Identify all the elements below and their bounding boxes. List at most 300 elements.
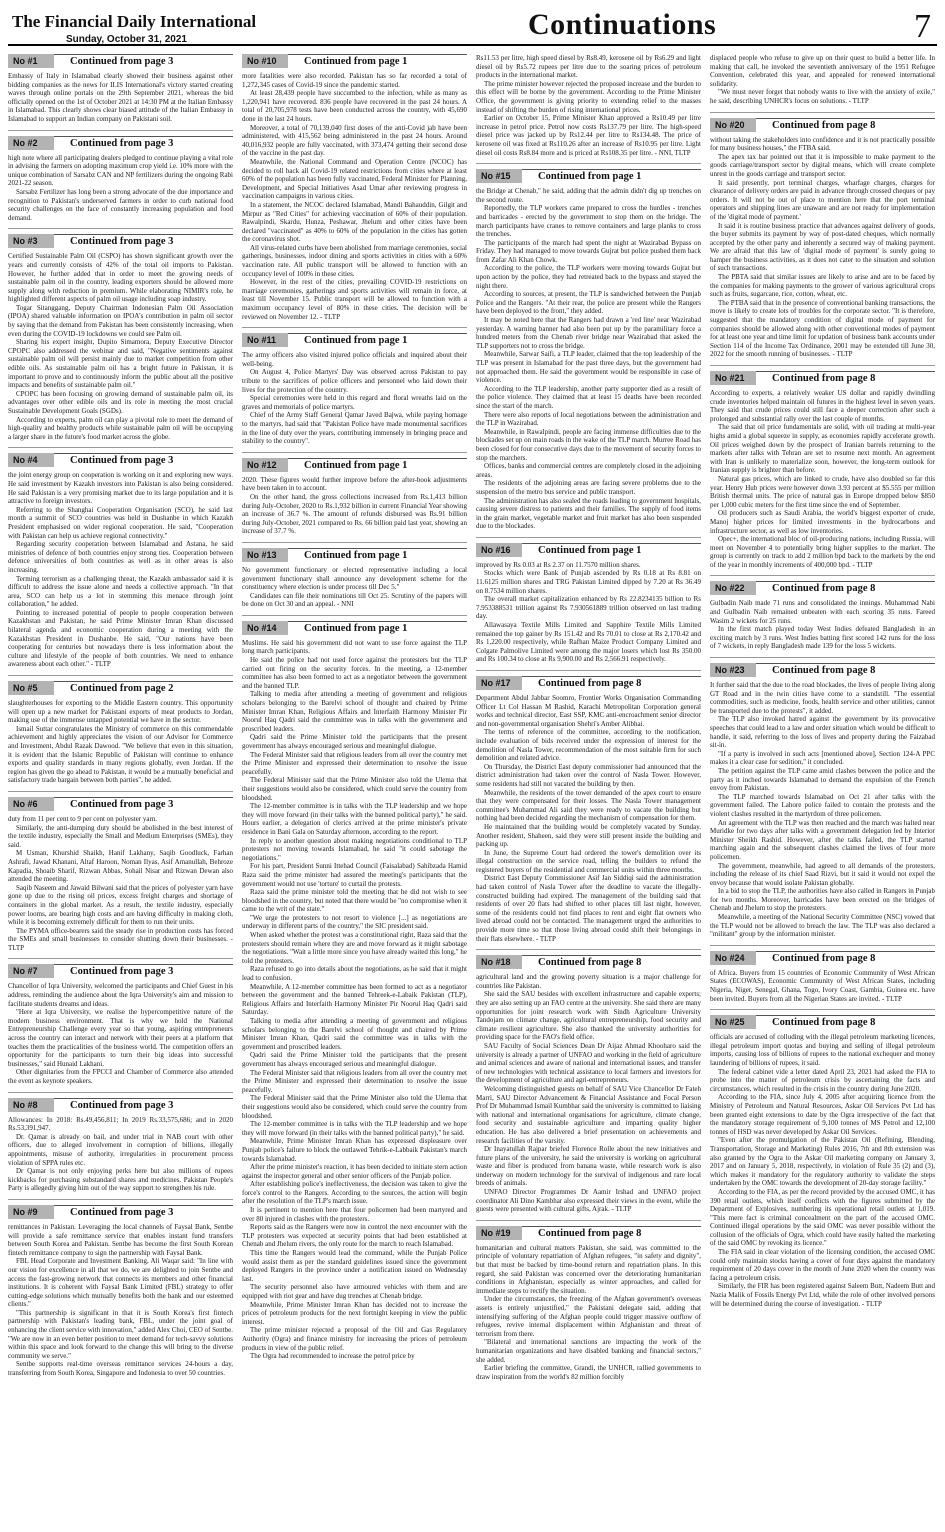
paragraph: agricultural land and the growing poverty situation is a major challenge for countries like Pakistan.: [476, 973, 701, 990]
paragraph: Meanwhile, in Rawalpindi, people are facing immense difficulties due to the blockades set up on main roads in the wake of the TLP march. Murree Road has been closed for four consecutive days due to the movement of security forces to stop the marchers.: [476, 427, 701, 462]
story: [476, 54, 701, 157]
paragraph: The federal cabinet vide a letter dated April 23, 2021 had asked the FIA to probe into the matter of petroleum crisis by ascertaining the facts and circumstances, which resulted in the crisis in the country during June 2020.: [710, 1067, 935, 1093]
paragraph: It further said that the due to the road blockades, the lives of people living along GT Road and in the twin cities have come to a standstill. "The essential commodities, such as medicine, foods, health service and other utilities, cannot be transported due to the protests", it added.: [710, 681, 935, 715]
paragraph: It said presently, port terminal charges, wharfage charges, charges for clearance of delivery orders are paid in advance through crossed cheques or pay orders. It will not be out of place to mention here that the port terminal operators and shipping lines are unaware and are not ready for implementation of the 'digital mode of payment.': [710, 178, 935, 221]
paragraph: the Bridge at Chenab," he said, adding that the admin didn't dig up trenches on the second route.: [476, 187, 701, 204]
paragraph: According to sources, at present, the TLP is sandwiched between the Punjab Police and the Rangers. "At their rear, the police are present while the Rangers have been deployed to the front," they added.: [476, 290, 701, 316]
paragraph: The 12-member committee is in talks with the TLP leadership and we hope they will move forward (in their talks with the banned political party)," he said. Hours earlier, a delegation of clerics arrived at the prime minister's private residence in Bani Gala on Saturday afternoon, according to the report.: [242, 802, 467, 836]
paragraph: On the other hand, the gross collections increased from Rs.1,413 billion during July-October, 2020 to Rs.1,932 billion in current Financial Year showing an increase of 36.7 %. The amount of refunds disbursed was Rs.91 billion during July-October, 2021 compared to Rs. 66 billion paid last year, showing an increase of 37.7 %.: [242, 492, 467, 536]
paragraph: According to experts, palm oil can play a pivotal role to meet the demand of high-quality and healthy products while sustainable palm oil will be occupying a larger share in the future's food market across the globe.: [8, 415, 233, 441]
divider: [8, 1092, 233, 1093]
divider: [710, 1009, 935, 1010]
paragraph: Oil producers such as Saudi Arabia, the world's biggest exporter of crude, Manoj higher prices for limited investments in the hydrocarbons and infrastructure sector, as well as low inventories.: [710, 509, 935, 535]
story-header: [242, 458, 467, 472]
paragraph: Opec+, the international bloc of oil-producing nations, including Russia, will meet on November 4 to potentially bring higher supplies to the market. The group is currently on track to add 2 million bpd back to the markets by the end of the year in monthly increments of 400,000 bpd. - TLTP: [710, 535, 935, 569]
story: [710, 1015, 935, 1308]
paragraph: Welcoming distinguished guests on behalf of SAU Vice Chancellor Dr Fateh Marri, SAU Director Advancement & Financial Assistance and Focal Person Prof Dr Muhammad Ismail Kumbhar said the university is committed to liaising with national and international organisations for agriculture, climate change, food security and sustainable agriculture and imparting quality higher education. He has also delivered a brief presentation on achievements and research facilities of the varsity.: [476, 1084, 701, 1145]
continued-from-label: Continued from page 1: [288, 548, 467, 562]
story-body: [710, 54, 935, 106]
paragraph: humanitarian and cultural matters Pakistan, she said, was committed to the principle of voluntary repatriation of Afghan refugees, "in safety and dignity", but that must be backed by time-bound return and repatriation plans. In this regard, she said Pakistan was concerned over the deteriorating humanitarian conditions in Afghanistan, especially as winter approaches, and called for immediate steps to rectify the situation.: [476, 1243, 701, 1295]
paragraph: After the prime minister's reaction, it has been decided to initiate stern action against the inspector general and other senior officers of the Punjab police.: [242, 1163, 467, 1180]
divider: [476, 163, 701, 164]
paragraph: "We urge the protesters to not resort to violence [...] as negotiations are underway in different parts of the country," the SIC president said.: [242, 913, 467, 931]
paragraph: The Federal Minister said that the Prime Minister also told the Ulema that their suggestions would also be considered, which could serve the country from bloodshed.: [242, 1094, 467, 1120]
paragraph: According to the FIA, since July 4, 2005 after acquiring licence from the Ministry of Petroleum and Natural Resources, Askar Oil Services Pvt Ltd has been granted eight extensions to date by the Ogra irrespective of the fact that the mandatory storage requirement of 9,100 tonnes of MS Petrol and 12,100 tonnes of HSD was never developed by Askar Oil Services.: [710, 1093, 935, 1136]
paragraph: No government functionary or elected representative including a local government functionary shall announce any development scheme for the constituency where election is under process till Dec 5.": [242, 565, 467, 592]
divider: [710, 945, 935, 946]
paragraph: The overall market capitalization enhanced by Rs 22.8234135 billion to Rs 7.953388531 trillion against Rs 7.930561889 trillion observed on last trading day.: [476, 595, 701, 621]
paragraph: Offices, banks and commercial centres are completely closed in the adjoining areas.: [476, 462, 701, 479]
continued-from-label: Continued from page 8: [756, 951, 935, 965]
paragraph: The security personnel also have armoured vehicles with them and are equipped with riot gear and have dug trenches at Chenab bridge.: [242, 1283, 467, 1300]
story-body: [242, 566, 467, 609]
paragraph: Chancellor of Iqra University, welcomed the participants and Chief Guest in his address, reminding the audience about the Iqra University's aim and mission to facilitate students dreams and ideas.: [8, 982, 233, 1008]
story: [8, 681, 233, 785]
paragraph: The participants of the march had spent the night at Wazirabad Bypass on Friday. They had managed to move towards Gujrat but police pushed them back from Zafar Ali Khan Chowk.: [476, 238, 701, 264]
paragraph: Similarly, the FIR has been registered against Saleem Butt, Nadeem Butt and Nazia Malik of Fossils Energy Pvt Ltd, while the role of other involved persons will be determined during the course of investigation. - TLTP: [710, 1282, 935, 1308]
continued-from-label: Continued from page 8: [756, 581, 935, 595]
paragraph: Stocks which were Bank of Punjab ascended by Rs 0.18 at Rs 8.81 on 11.6125 million shares and TRG Pakistan Limited dipped by 7.20 at Rs 36.49 on 8.7534 million shares.: [476, 569, 701, 595]
story: [476, 676, 701, 943]
continued-from-label: Continued from page 3: [54, 797, 233, 811]
story: [8, 453, 233, 669]
paragraph: more fatalities were also recorded. Pakistan has so far recorded a total of 1,272,345 cases of Covid-19 since the pandemic started.: [242, 72, 467, 89]
story-header: [710, 663, 935, 677]
column-1: [8, 54, 233, 1528]
paragraph: The said that oil price fundamentals are solid, with oil trading at multi-year highs amid a global squeeze in supply, as economies rapidly accelerate growth. Oil prices weighed down by the prospect of Iranian barrels returning to the markets after talks with Tehran are set to resume next month. An agreement with Iran is unlikely to materialize soon, however, the long-term outlook for Iranian supply is brighter than before.: [710, 423, 935, 475]
story: [476, 169, 701, 531]
story-header: [8, 453, 233, 467]
story: [242, 621, 467, 1361]
paragraph: Under the circumstances, the freezing of the Afghan government's overseas assets is entirely unjustified," the Pakistani delegate said, adding that intensifying suffering of the Afghan people could trigger massive outflow of refugees, revive internal displacement within Afghanistan and threat of terrorism from there.: [476, 1295, 701, 1338]
paragraph: According to experts, a relatively weaker US dollar and rapidly dwindling crude inventories helped maintain oil futures in the highest level in seven years. They said that crude prices could still face a deeper correction after such a prolonged and substantial rally over the last couple of months.: [710, 389, 935, 423]
story-body: [476, 694, 701, 943]
column-2: [242, 54, 467, 1528]
story: [476, 955, 701, 1214]
paragraph: Reports said as the Rangers were now in control the next encounter with the TLP protesters was expected at security points that had been established at Chenab and Jhelum rivers, the only route for the march to reach Islamabad.: [242, 1223, 467, 1249]
paragraph: On August 4, Police Martyrs' Day was observed across Pakistan to pay tribute to the sacrifices of police officers and personnel who laid down their lives for the protection of the country.: [242, 368, 467, 394]
paragraph: of Africa. Buyers from 15 countries of Economic Community of West African States (ECOWAS), Economic Community of West African States, including Nigeria, Niger, Senegal, Ghana, Togo, Ivory Coast, Gambia, Guinea etc. have been invited. Buyers from all the Nigerian States are invited. - TLTP: [710, 968, 935, 1003]
paragraph: displaced people who refuse to give up on their quest to build a better life. In making that call, he invoked the seventieth anniversary of the 1951 Refugee Convention, celebrated this year, and appealed for renewed international solidarity.: [710, 54, 935, 88]
paragraph: Talking to media after attending a meeting of government and religious scholars belonging to the Barelvi school of thought and chaired by Prime Minister Imran Khan, Religious Affairs and Interfaith Harmony Minister Pir Noorul Haq Qadri said the committee was in talks with the government and proscribed leaders.: [242, 690, 467, 733]
paragraph: Dr Inayatullah Rajpar briefed Florence Rolle about the new initiatives and future plans of the university, he said the university is working on agricultural waste and fiber is produced from banana waste, while research work is also underway on modern technology for the survival of indigenous and rare local breeds of animals.: [476, 1145, 701, 1188]
paragraph: However, in the rest of the cities, prevailing COVID-19 restrictions on marriage ceremonies, gatherings and sports activities will remain in force, at least till November 15. Public transport will be allowed to function with a maximum occupancy level of 80% in these cities. The decision will be reviewed on November 12. - TLTP: [242, 278, 467, 321]
paragraph: Referring to the Shanghai Cooperation Organisation (SCO), he said last month a summit of SCO countries was held in Dushanbe in which Kazakh President emphasised on wider regional cooperation. He said, "Cooperation with Pakistan can help us achieve regional connectivity.": [8, 505, 233, 540]
story-header: [242, 54, 467, 68]
story-body: [710, 681, 935, 939]
column-3: [476, 54, 701, 1528]
story-number: No #18: [476, 955, 522, 969]
story: [8, 1205, 233, 1378]
page-number: 7: [914, 8, 931, 45]
story-header: [8, 54, 233, 68]
divider: [8, 958, 233, 959]
story-number: No #21: [710, 371, 756, 385]
paragraph: Ismail Suttar congratulates the Ministry of commerce on this commendable achievement and highly appreciates the vision of our Advisor for Commerce and Investment, Abdul Razak Dawood. "We believe that even in this situation, it is evident that the Islamic Republic of Pakistan will continue to enhance exports and quality standards in many regions globally, even Jordan. If the region has given the go ahead to Pakistan, it would be a mutually beneficial and satisfactory trade bargain between both parties", he added.: [8, 724, 233, 785]
story-number: No #3: [8, 234, 54, 248]
paragraph: SAU Faculty of Social Sciences Dean Dr Aijaz Ahmad Khooharo said the university is already a partner of UNFAO and working in the field of agriculture and animal sciences and aware of national and international issues, and transfer of new technologies with technical assistance to local farmers and investors for the development of agriculture and agri-entrepreneurs.: [476, 1041, 701, 1085]
column-4: [710, 54, 935, 1528]
story-body: [476, 187, 701, 531]
story-header: [8, 1098, 233, 1112]
paragraph: The Ogra had recommended to increase the petrol price by: [250, 1352, 415, 1361]
story: [8, 964, 233, 1085]
paragraph: He said the police had not used force against the protesters but the TLP carried out firing on the security forces. In the meeting, a 12-member committee has also been formed to act as a negotiator between the government and the banned TLP.: [242, 656, 467, 690]
story-body: [710, 389, 935, 569]
story-header: [8, 1205, 233, 1219]
paragraph: An agreement with the TLP was then reached and the march was halted near Muridke for two days after talks with a government delegation led by Interior Minister Sheikh Rashid. However, after the talks failed, the TLP started marching again and the subsequent clashes claimed the lives of four more policemen.: [710, 818, 935, 861]
paragraph: improved by Rs 0.03 at Rs 2.37 on 11.7570 million shares.: [476, 560, 641, 569]
story-body: [710, 1033, 935, 1308]
paragraph: Qadri said the Prime Minister told the participants that the present government has always encouraged serious and meaningful dialogue.: [242, 1051, 467, 1068]
story-body: [476, 1244, 701, 1382]
divider: [710, 657, 935, 658]
paragraph: Candidates can file their nominations till Oct 25. Scrutiny of the papers will be done on Oct 30 and an appeal. - NNI: [242, 591, 467, 609]
story-number: No #6: [8, 797, 54, 811]
story-header: [710, 951, 935, 965]
story-header: [476, 543, 701, 557]
story-number: No #16: [476, 543, 522, 557]
paragraph: Department Abdul Jabbar Soomro, Frontier Works Organisation Commanding Officer Lt Col Hassan M Rashid, Karachi Metropolitan Corporation general works and technical director, East SSP, KMC anti-encroachment senior director and non-governmental organisation Shehri's Amber Alibhai.: [476, 694, 701, 728]
paragraph: The prime minister however rejected the proposed increase and the burden to this effect will be borne by the government. According to the Prime Minister Office, the government is giving priority to extending relief to the masses instead of shifting the burden of rising international prices.: [476, 79, 701, 114]
paragraph: Meanwhile, Sarwar Saifi, a TLP leader, claimed that the top leadership of the TLP was present in Islamabad for the past three days, but the government had not approached them. He said the government would be responsible in case of violence.: [476, 350, 701, 385]
story-number: No #13: [242, 548, 288, 562]
paragraph: Gulbadin Naib made 71 runs and consolidated the innings. Muhammad Nabi and Gulbadin Naib remained unbeaten with each scoring 35 runs. Fareed Wasim 2 wickets for 25 runs.: [710, 599, 935, 625]
paragraph: The apex tax bar pointed out that it is impossible to make payment to the goods carriage/transport sector by digital means, which will create complete unrest in the goods carriage and transport sector.: [710, 152, 935, 178]
paragraph: Dr Qamar is not only enjoying perks here but also millions of rupees kickbacks for purchasing substandard shares and medicines. Pakistan People's Party is allegedly giving him out of the way support to strengthen his rule.: [8, 1167, 233, 1193]
story-number: No #4: [8, 453, 54, 467]
continued-from-label: Continued from page 3: [54, 54, 233, 68]
story-header: [242, 548, 467, 562]
story-number: No #2: [8, 136, 54, 150]
story-number: No #15: [476, 169, 522, 183]
divider: [242, 542, 467, 543]
divider: [710, 365, 935, 366]
paragraph: "This partnership is significant in that it is South Korea's first fintech partnership with Pakistan's leading bank, FBL, under the joint goal of enhancing the client service with innovation," added Alex Choi, CEO of Sentbe. "We are now in an even better position to meet demand for tech-savvy solutions within this space and look forward to the change this will bring to the diverse community we serve.": [8, 1308, 233, 1360]
story: [8, 54, 233, 124]
paragraph: the joint energy group on cooperation is working on it and exploring new ways. He said investment by Kazakh investors into Pakistan is also being considered. He said Pakistan is a very promising market due to its large population and it is attractive to foreign investors.: [8, 471, 233, 506]
paragraph: In June, the Supreme Court had ordered the tower's demolition over its illegal construction on the service road, telling the builders to refund the registered buyers of the residential and commercial units within three months.: [476, 848, 701, 874]
continued-from-label: Continued from page 8: [522, 676, 701, 690]
divider: [8, 1199, 233, 1200]
paragraph: Muslims. He said his government did not want to use force against the TLP long march participants.: [242, 638, 467, 656]
story: [242, 548, 467, 609]
story-body: [710, 136, 935, 359]
story-header: [242, 621, 467, 635]
continued-from-label: Continued from page 1: [522, 169, 701, 183]
continued-from-label: Continued from page 2: [54, 681, 233, 695]
paragraph: CPOPC has been focusing on growing demand of sustainable palm oil, its advantages over other edible oils and its role in meeting the most crucial Sustainable Development Goals (SGDs).: [8, 389, 233, 415]
story-header: [710, 581, 935, 595]
story-body: [8, 154, 233, 223]
divider: [476, 537, 701, 538]
continued-from-label: Continued from page 8: [522, 1226, 701, 1240]
divider: [242, 452, 467, 453]
story-header: [8, 681, 233, 695]
story-body: [242, 72, 467, 321]
paragraph: Other dignitaries from the FPCCI and Chamber of Commerce also attended the event as keynote speakers.: [8, 1068, 233, 1085]
paragraph: without taking the stakeholders into confidence and it is not practically possible for many business houses," the FTBA said.: [710, 135, 935, 153]
paragraph: Regarding security cooperation between Islamabad and Astana, he said ministries of defence of both countries enjoy strong ties. Cooperation between defence universities of both countries as well as in other areas is also increasing.: [8, 540, 233, 574]
paragraph: "Even after the promulgation of the Pakistan Oil (Refining, Blending, Transportation, Storage and Marketing) Rules 2016, 7th and 8th extension was also granted by the Ogra to the Askar Oil marketing company on January 3, 2017 and on January 5, 2018, respectively, in violation of Rule 35 (2) and (3), which makes it mandatory for the regulatory authority to validate the steps undertaken by the OMC towards the development of 20-day storage facility.": [710, 1136, 935, 1188]
paragraph: The 12-member committee is in talks with the TLP leadership and we hope they will move forward (in their talks with the banned political party)," he said.: [242, 1120, 467, 1137]
story-body: [242, 476, 467, 536]
paragraph: Meanwhile, a meeting of the National Security Committee (NSC) vowed that the TLP would not be allowed to breach the law. The TLP was also declared a "militant" group by the information minister.: [710, 913, 935, 939]
divider: [476, 670, 701, 671]
paragraph: Allawasaya Textile Mills Limited and Sapphire Textile Mills Limited remained the top gainer by Rs 151.42 and Rs 70.01 to close at Rs 2,170.42 and Rs 1,220.00 respectively, while Rafhan Maize Product Company Limited and Colgate Palmolive Limited were among the major losers which lost Rs 350.00 and Rs 100.34 to close at Rs 9,900.00 and Rs 2,566.91 respectively.: [476, 621, 701, 664]
paragraph: There were also reports of local negotiations between the administration and the TLP in Wazirabad.: [476, 410, 701, 428]
paragraph: Meanwhile, the National Command and Operation Centre (NCOC) has decided to roll back all Covid-19 related restrictions from cities where at least 60% of the population has been fully vaccinated, Federal Minister for Planning, Development, and Special Initiatives Asad Umar after reviewing progress in vaccination campaigns in various cities.: [242, 157, 467, 201]
continued-from-label: Continued from page 3: [54, 136, 233, 150]
story-header: [710, 118, 935, 132]
story-number: No #20: [710, 118, 756, 132]
paragraph: Natural gas prices, which are linked to crude, have also doubled so far this year. Henry Hub prices were however down 3.93 percent at $5.555 per million British thermal units. The price of natural gas in Europe dropped below $850 per 1,000 cubic meters for the first time since the end of September.: [710, 474, 935, 509]
paragraph: Dr. Qamar is already on bail, and under trial in NAB court with other officers, due to alleged involvement in corruption of billions, illegally appointments, misuse of authority, irregularities in procurement process violation of SPPA rules etc.: [8, 1132, 233, 1167]
continued-from-label: Continued from page 1: [288, 621, 467, 635]
paragraph: Sharing his expert insight, Dupito Simamora, Deputy Executive Director CPOPC also addressed the webinar and said, "Negative sentiments against sustainable palm oil will persist mainly due to market competition from other edible oils. As sustainable palm oil has a bright future in Pakistan, it is important to prove and to continuously inform the public about all the positive impacts and benefits of sustainable palm oil.": [8, 338, 233, 390]
story: [8, 234, 233, 441]
divider: [8, 130, 233, 131]
story-number: No #19: [476, 1226, 522, 1240]
paragraph: The PTBA said that in the presence of conventional banking transactions, the move is likely to create lots of troubles for the corporate sector. "It is therefore, suggested that the mandatory condition of digital mode of payment for companies should be allowed along with other conventional modes of payment for at least one year and time limit for updation of business bank accounts under Section 114 of the Income Tax Ordinance, 2001 may be extended till June 30, 2022 for the smooth running of businesses. - TLTP: [710, 298, 935, 359]
story-header: [242, 333, 467, 347]
paragraph: The government, meanwhile, had agreed to all demands of the protesters, including the release of its chief Saad Rizvi, but it said it would not expel the envoy because that would isolate Pakistan globally.: [710, 861, 935, 887]
paragraph: When asked whether the protest was a constitutional right, Raza said that the protesters should remain where they are and move forward as it might sabotage the negotiations. "Wait a little more since you have already waited this long," he told the protesters.: [242, 931, 467, 965]
paragraph: In a statement, the NCOC declared Islamabad, Mandi Bahauddin, Gilgit and Mirpur as "Red Cities" for achieving vaccination of 60% of their population. Rawalpindi, Skardu, Hunza, Peshawar, Jhelum and other cities have been declared "vaccinated" as 40% to 60% of the population in the cities has gotten the coronavirus shot.: [242, 200, 467, 244]
story: [242, 458, 467, 536]
story-number: No #17: [476, 676, 522, 690]
paragraph: The PBTA said that similar issues are likely to arise and are to be faced by the companies for making payments to the grower of various agricultural crops such as fruits, sugarcane, rice, cotton, wheat, etc.: [710, 273, 935, 299]
paragraph: According to the TLP leadership, another party supporter died as a result of the police violence. They claimed that at least 15 deaths have been recorded since the start of the march.: [476, 384, 701, 410]
story-header: [476, 169, 701, 183]
story-number: No #22: [710, 581, 756, 595]
continued-from-label: Continued from page 1: [288, 54, 467, 68]
paragraph: Pointing to increased potential of people to people cooperation between Kazakhstan and Pakistan, he said Prime Minister Imran Khan discussed bilateral agenda and economic cooperation during a meeting with the Kazakhstan President in Dushanbe. He said, "Our nations have been cooperating for centuries but nowadays there is less information about the culture and lifestyle of the people of both countries. We need to enhance awareness about each other." - TLTP: [8, 608, 233, 669]
paragraph: Allowances: In 2018: Rs.49,456,811; In 2019 Rs.33,575,686; and in 2020 Rs.53,391,947.: [8, 1115, 233, 1133]
paragraph: On Thursday, the District East deputy commissioner had announced that the district administration had taken over the control of Nasla Tower. However, some residents had still not vacated the building by then.: [476, 762, 701, 788]
story: [8, 136, 233, 223]
paragraph: Moreover, a total of 70,139,040 first doses of the anti-Covid jab have been administered, with 415,562 being administered in the past 24 hours. Around 40,016,932 people are fully vaccinated, with 373,474 getting their second dose of the vaccine in the past day.: [242, 123, 467, 158]
paragraph: Meanwhile, the residents of the tower demanded of the apex court to ensure that they were compensated for their losses. The Nasla Tower management committee's Muhammad Ali said they were ready to vacate the building but nothing had been decided regarding the mechanism of compensation for them.: [476, 788, 701, 823]
story-header: [8, 234, 233, 248]
paragraph: In a bid to stop the TLP, the authorities have also called in Rangers in Punjab for two months. Moreover, barricades have been erected on the bridges of Chenab and Jhelum to stop the protesters.: [710, 887, 935, 913]
story-header: [476, 1226, 701, 1240]
paragraph: "Bilateral and international sanctions are impacting the work of the humanitarian organizations and have disabled banking and financial sectors," she added.: [476, 1338, 701, 1364]
continued-from-label: Continued from page 3: [54, 964, 233, 978]
divider: [8, 228, 233, 229]
story-body: [476, 561, 701, 664]
story-body: [8, 252, 233, 441]
continued-from-label: Continued from page 8: [756, 663, 935, 677]
divider: [710, 575, 935, 576]
paragraph: Rs11.53 per litre, high speed diesel by Rs8.49, kerosene oil by Rs6.29 and light diesel oil by Rs5.72 rupees per litre due to the soaring prices of petroleum products in the international market.: [476, 54, 701, 80]
masthead: [8, 6, 937, 46]
continued-from-label: Continued from page 1: [288, 458, 467, 472]
divider: [476, 1220, 701, 1221]
paragraph: At least 28,439 people have succumbed to the infection, while as many as 1,220,941 have recovered. 836 people have recovered in the past 24 hours. A total of 20,705,978 tests have been conducted across the country, with 45,690 done in the last 24 hours.: [242, 89, 467, 123]
paragraph: Embassy of Italy in Islamabad clearly showed their business against other bidding companies as the news for ILIS International's victory started creating waves through online portals on the 29th September 2021, whereas the bid officially opened on the 1st of October 2021 at 14:30 PM at the Italian Embassy in Islamabad. This clearly shows clear biased attitude of the Italian Embassy in Islamabad to support an Indian company on Pakistani soil.: [8, 72, 233, 123]
paragraph: The residents of the adjoining areas are facing severe problems due to the suspension of the metro bus service and public transport.: [476, 479, 701, 496]
story-header: [8, 964, 233, 978]
paragraph: duty from 11 per cent to 9 per cent on polyester yarn.: [8, 814, 158, 823]
paragraph: The FIA said in clear violation of the licensing condition, the accused OMC could only maintain stocks having a cover of four days against the mandatory requirement of 20 days cover in the month of June 2020 when the country was facing a petroleum crisis.: [710, 1248, 935, 1282]
divider: [242, 327, 467, 328]
story-number: No #1: [8, 54, 54, 68]
paragraph: FBL Head Corporate and Investment Banking, Ali Waqar said: "In line with our vision for excellence in all that we do, we are delighted to join Sentbe and access the fast-growing network that connects its members and other financial institutions. It is coherent with Faysal Bank Limited (FBL) strategy to offer cutting-edge solutions which mutually benefits both the bank and our esteemed clients.": [8, 1257, 233, 1309]
paragraph: Earlier on October 15, Prime Minister Khan approved a Rs10.49 per litre increase in petrol price. Petrol now costs Rs137.79 per litre. The high-speed diesel price was jacked up by Rs12.44 per litre to Rs134.48. The price of kerosene oil was fixed at Rs110.26 after an increase of Rs10.95 per litre. Light diesel oil costs Rs8.84 more and is priced at Rs108.35 per litre. - NNI, TLTP: [476, 114, 701, 157]
paragraph: It may be noted here that the Rangers had drawn a 'red line' near Wazirabad yesterday. A warning banner had also been put up by the paramilitary force a hundred meters from the Chenab river bridge near Wazirabad that asked the TLP supporters not to cross the bridge.: [476, 316, 701, 350]
publication-date: Sunday, October 31, 2021: [66, 34, 187, 45]
paragraph: Reportedly, the TLP workers came prepared to cross the hurdles - trenches and barricades - erected by the government to stop them on the bridge. The march participants have cranes to remove containers and large planks to cross the trenches.: [476, 204, 701, 239]
paragraph: Sarsabz Fertilizer has long been a strong advocate of the due importance and recognition to Pakistan's underserved farmers in order to curb national food security challenges on the face of constantly increasing population and food demand.: [8, 187, 233, 222]
paragraph: The administration has also sealed the roads leading to government hospitals, causing severe distress to patients and their families. The supply of food items in the grain market, vegetable market and fruit market has also been suspended due to the blockades.: [476, 496, 701, 531]
story-body: [8, 815, 233, 953]
paragraph: 2020. These figures would further improve before the after-book adjustments have been taken in to account.: [242, 475, 467, 493]
story: [8, 1098, 233, 1193]
story-body: [476, 973, 701, 1214]
paragraph: The Federal Minister said that the Prime Minister also told the Ulema that their suggestions would also be considered, which could serve the country from bloodshed.: [242, 776, 467, 802]
paragraph: The PYMA office-bearers said the steady rise in production costs has forced the SMEs and small businesses to consider shutting down their businesses. - TLTP: [8, 926, 233, 952]
paragraph: After establishing police's ineffectiveness, the decision was taken to give the force's control to the Rangers. According to the sources, the action will begin after the resolution of the TLP's march issue.: [242, 1180, 467, 1206]
story-body: [710, 599, 935, 651]
continued-from-label: Continued from page 8: [756, 1015, 935, 1029]
story: [710, 54, 935, 106]
paragraph: Togar Sitanggang, Deputy Chairman Indonesian Palm Oil Association (IPOA) shared valuable information on IPOA's contribution in palm oil sector by saying that the demand from Pakistan has been consistently increasing, when even during the COVID-19 lockdowns we could see Palm oil.: [8, 303, 233, 338]
continued-from-label: Continued from page 3: [54, 1098, 233, 1112]
paragraph: He maintained that the building would be completely vacated by Sunday. Another resident, Shaheen, said they were still present inside the building and packing up.: [476, 822, 701, 849]
paragraph: Certified Sustainable Palm Oil (CSPO) has shown significant growth over the years and currently consists of 42% of the total oil imports to Pakistan. However, he further added that in order to meet the growing needs of sustainable palm oil in the country, leading exporters should be allowed more supply along with reduction in premium. While elaborating NIMIR's role, he highlighted different aspects of palm oil usage including soap industry.: [8, 252, 233, 304]
story: [710, 581, 935, 651]
paragraph: District East Deputy Commissioner Asif Jan Siddiqi said the administration had taken control of Nasla Tower after the deadline to vacate the illegally-constructed building had expired. The management of the building said that residents of over 20 flats had shifted to other places till last night, however, some of the residents could not find places to rent and eight flat owners who lived abroad could not be contacted. The management urged the authorities to provide more time so that those living abroad could shift their belongings in their flats elsewhere. - TLTP: [476, 874, 701, 943]
continued-from-label: Continued from page 3: [54, 234, 233, 248]
paragraph: It said it is routine business practice that advances against delivery of goods, the buyer submits its payment by way of post-dated cheques, which normally accepted by the other party and inherently a secured way of making payment. We are afraid that this law of 'digital mode of payment' is surely going to hamper the business activities, as it does not cater to the situation and solution of such transactions.: [710, 221, 935, 273]
divider: [710, 112, 935, 113]
story-number: No #14: [242, 621, 288, 635]
paragraph: UNFAO Director Programmes Dr Aamir Irshad and UNFAO project coordinator Ali Dino Kambhar also expressed their views in the event, while the guests were presented with cultural gifts, Ajrak. - TLTP: [476, 1188, 701, 1214]
paragraph: M Usman, Khurshid Shaikh, Hanif Lakhany, Saqib Goodluck, Farhan Ashrafi, Jawad Khanani, Altaf Haroon, Noman Ilyas, Asif Amanullah, Behroze Kapadia, Shoaib Sharif, Rizwan Abbas, Sohail Nisar and Rizwan Dewan also attended the meeting.: [8, 849, 233, 884]
paragraph: Raza refused to go into details about the negotiations, as he said that it might lead to confusion.: [242, 965, 467, 983]
story-body: [8, 72, 233, 124]
story-body: [242, 639, 467, 1361]
story-number: No #25: [710, 1015, 756, 1029]
story: [242, 54, 467, 321]
story-number: No #9: [8, 1205, 54, 1219]
story-number: No #23: [710, 663, 756, 677]
continued-from-label: Continued from page 3: [54, 453, 233, 467]
section-title: Continuations: [528, 8, 717, 41]
story: [8, 797, 233, 953]
story-number: No #24: [710, 951, 756, 965]
story: [242, 333, 467, 446]
story-number: No #10: [242, 54, 288, 68]
paragraph: Special ceremonies were held in this regard and floral wreaths laid on the graves and memorials of police martyrs.: [242, 394, 467, 411]
story-header: [710, 371, 935, 385]
story-body: [8, 1116, 233, 1193]
story-header: [8, 136, 233, 150]
story-number: No #5: [8, 681, 54, 695]
story: [710, 118, 935, 359]
paragraph: According to the FIA, as per the record provided by the accused OMC, it has 390 retail outlets, which itself conflicts with the figures submitted by the Department of Explosives, numbering its operational retail outlets at 1,019. "This mere fact is criminal concealment on the part of the accused OMC. Continued illegal operations by the said OMC was never possible without the collusion of the officials of Ogra, which could have easily halted the marketing of the said OMC by revoking its licence.": [710, 1187, 935, 1248]
paragraph: All virus-related curbs have been abolished from marriage ceremonies, social gatherings, businesses, indoor dining and sports activities in cities with a 60% vaccination rate. All public transport will be allowed to function with an occupancy level of 100% in these cities.: [242, 243, 467, 278]
paragraph: Qadri said the Prime Minister told the participants that the present government has always encouraged serious and meaningful dialogue.: [242, 733, 467, 750]
paragraph: Talking to media after attending a meeting of government and religious scholars belonging to the Barelvi school of thought and chaired by Prime Minister Imran Khan, Qadri said the committee was in talks with the government and proscribed leaders.: [242, 1017, 467, 1051]
continued-from-label: Continued from page 3: [54, 1205, 233, 1219]
paragraph: The Federal Minister said that religious leaders from all over the country met the Prime Minister and expressed their determination to resolve the issue peacefully.: [242, 750, 467, 776]
paragraph: This time the Rangers would lead the command, while the Punjab Police would assist them as per the standard guidelines issued since the government deployed Rangers in the province under a notification issued on Wednesday last.: [242, 1249, 467, 1283]
paragraph: Similarly, the anti-dumping duty should be abolished in the best interest of the textile industry, especially the Small and Medium Enterprises (SMEs), they said.: [8, 823, 233, 849]
story-number: No #11: [242, 333, 288, 347]
paragraph: Saqib Naseem and Jawaid Bilwani said that the prices of polyester yarn have gone up due to the rising oil prices, excess freight charges and shortage of containers in the global market. As a result, the textile industry, especially power looms, are bearing high costs and are having difficulty in making cloth, while it is becoming extremely difficult for them to run their units.: [8, 883, 233, 927]
paragraph: Raza said the prime minister told the meeting that he did not wish to see bloodshed in the country, but noted that there would be "no compromise when it came to the writ of the state.": [242, 888, 467, 914]
paragraph: In the first match played today West Indies defeated Bangladesh in an exciting match by 3 runs. West Indies batting first scored 142 runs for the loss of 7 wickets, in reply Bangladesh made 139 for the loss 5 wickets.: [710, 625, 935, 651]
story-header: [476, 955, 701, 969]
story-header: [8, 797, 233, 811]
divider: [8, 791, 233, 792]
paragraph: slaughterhouses for exporting to the Middle Eastern country. This opportunity will open up a new market for Pakistani exports of meat products to Jordan, making use of the immense untapped potential we have in the sector.: [8, 699, 233, 725]
paragraph: Meanwhile, Prime Minister Imran Khan has decided not to increase the prices of petroleum products for the next fortnight keeping in view the public interest.: [242, 1300, 467, 1326]
story-number: No #12: [242, 458, 288, 472]
divider: [242, 615, 467, 616]
paragraph: "We must never forget that nobody wants to live with the anxiety of exile," he said, describing UNHCR's focus on solutions. - TLTP: [710, 88, 935, 105]
story-body: [8, 699, 233, 785]
story-body: [242, 351, 467, 446]
paragraph: The terms of reference of the committee, according to the notification, include evaluation of bids received under the expression of interest for the demolition of Nasla Tower, recommendation of the most suitable firm for such demolition and related advice.: [476, 728, 701, 763]
publication-name: The Financial Daily International: [12, 12, 257, 31]
paragraph: The petition against the TLP came amid clashes between the police and the party as it inched towards Islamabad to demand the expulsion of the French envoy from Pakistan.: [710, 766, 935, 793]
paragraph: "Here at Iqra University, we realise the hypercompetitive nature of the modern business environment. That is why we hold the National Entrepreneurship Challenge every year so that young, aspiring entrepreneurs across the country can interact and network with their peers at a platform that teaches them the practicalities of the business world. The competition offers an opportunity for the participants to turn their big ideas into successful businesses," said Hunaid Lakhani.: [8, 1008, 233, 1068]
paragraph: She said the SAU besides with excellent infrastructure and capable experts; they are also setting up an FAO centre at the university. She said there are many opportunities for joint research work with Sindh Agriculture University Tandojam on climate change, agricultural entrepreneurship, food security and climate resilient agriculture. She also thanked the university authorities for providing space for the FAO's field office.: [476, 990, 701, 1042]
paragraph: For his part, President Sunni Ittehad Council (Faisalabad) Sahibzada Hamid Raza said the prime minister had assured the meeting's participants that the government would not use 'torture' to curtail the protests.: [242, 862, 467, 888]
paragraph: In reply to another question about making negotiations conditional to TLP protesters not moving towards Islamabad, he said "it could sabotage the negotiations.": [242, 836, 467, 862]
paragraph: Terming terrorism as a challenging threat, the Kazakh ambassador said it is difficult to address the issue alone and needs a collective approach. "In that area, SCO can help us a lot in stemming this menace through joint collaboration," he added.: [8, 574, 233, 609]
story-number: No #8: [8, 1098, 54, 1112]
continued-from-label: Continued from page 1: [522, 543, 701, 557]
paragraph: Meanwhile, Prime Minister Imran Khan has expressed displeasure over Punjab police's failure to block the outlawed Tehrik-e-Labbaik Pakistan's march towards Islamabad.: [242, 1137, 467, 1163]
story: [710, 663, 935, 939]
story: [710, 371, 935, 569]
paragraph: Meanwhile, A 12-member committee has been formed to act as a negotiator between the government and the banned Tehreek-e-Labaik Pakistan (TLP), Religious Affairs and Interfaith Harmony Minister Pir Noorul Haq Qadri said Saturday.: [242, 982, 467, 1017]
story-body: [8, 1223, 233, 1378]
story: [476, 1226, 701, 1382]
story: [710, 951, 935, 1003]
paragraph: According to the police, the TLP workers were moving towards Gujrat but upon action by the police, they had retreated back to the bypass and stayed the night there.: [476, 264, 701, 290]
continued-from-label: Continued from page 8: [522, 955, 701, 969]
continued-from-label: Continued from page 8: [756, 371, 935, 385]
paragraph: The TLP also invoked hatred against the government by its provocative speeches that could lead to a law and order situation which would be difficult to handle, it said, referring to the loss of lives and property during the Faizabad sit-in.: [710, 715, 935, 750]
paragraph: high note where all participating dealers pledged to continue playing a vital role in advising the farmers on adopting maximum crop yield i.e. 10% more with the unique combination of Sarsabz CAN and NP fertilizers during the ongoing Rabi 2021-22 season.: [8, 153, 233, 188]
divider: [8, 675, 233, 676]
continued-from-label: Continued from page 8: [756, 118, 935, 132]
story-header: [476, 676, 701, 690]
paragraph: "If a party is involved in such acts [mentioned above], Section 124-A PPC makes it a clear case for sedition," it concluded.: [710, 749, 935, 767]
paragraph: remittances in Pakistan. Leveraging the local channels of Faysal Bank, Sentbe will provide a safe remittance service that enables instant fund transfers between South Korea and Pakistan. Sentbe has become the first South Korean fintech remittance company to sign the partnership with Faysal Bank.: [8, 1222, 233, 1257]
story-body: [710, 969, 935, 1003]
story-body: [476, 54, 701, 157]
divider: [8, 447, 233, 448]
continued-from-label: Continued from page 1: [288, 333, 467, 347]
paragraph: The prime minister rejected a proposal of the Oil and Gas Regulatory Authority (Ogra) and finance ministry for increasing the prices of petroleum products in view of the public relief.: [242, 1326, 467, 1352]
paragraph: officials are accused of colluding with the illegal petroleum marketing licences, illegal petroleum import quotas and buying and selling of illegal petroleum imports, causing loss of billions of rupees to the national exchequer and money laundering of billions of rupees, it said.: [710, 1033, 935, 1067]
paragraph: The army officers also visited injured police officials and inquired about their well-being.: [242, 351, 467, 368]
paragraph: The Federal Minister said that religious leaders from all over the country met the Prime Minister and expressed their determination to resolve the issue peacefully.: [242, 1068, 467, 1094]
story-number: No #7: [8, 964, 54, 978]
story-body: [8, 471, 233, 669]
paragraph: It is pertinent to mention here that four policemen had been martyred and over 80 injured in clashes with the protesters.: [242, 1206, 467, 1223]
paragraph: Earlier briefing the committee, Grandi, the UNHCR, rallied governments to draw inspiration from the world's 82 million forcibly: [476, 1364, 701, 1381]
story-body: [8, 982, 233, 1085]
story-header: [710, 1015, 935, 1029]
paragraph: Sentbe supports real-time overseas remittance services 24-hours a day, transferring from South Korea, Singapore and Indonesia to over 50 countries.: [8, 1360, 233, 1378]
